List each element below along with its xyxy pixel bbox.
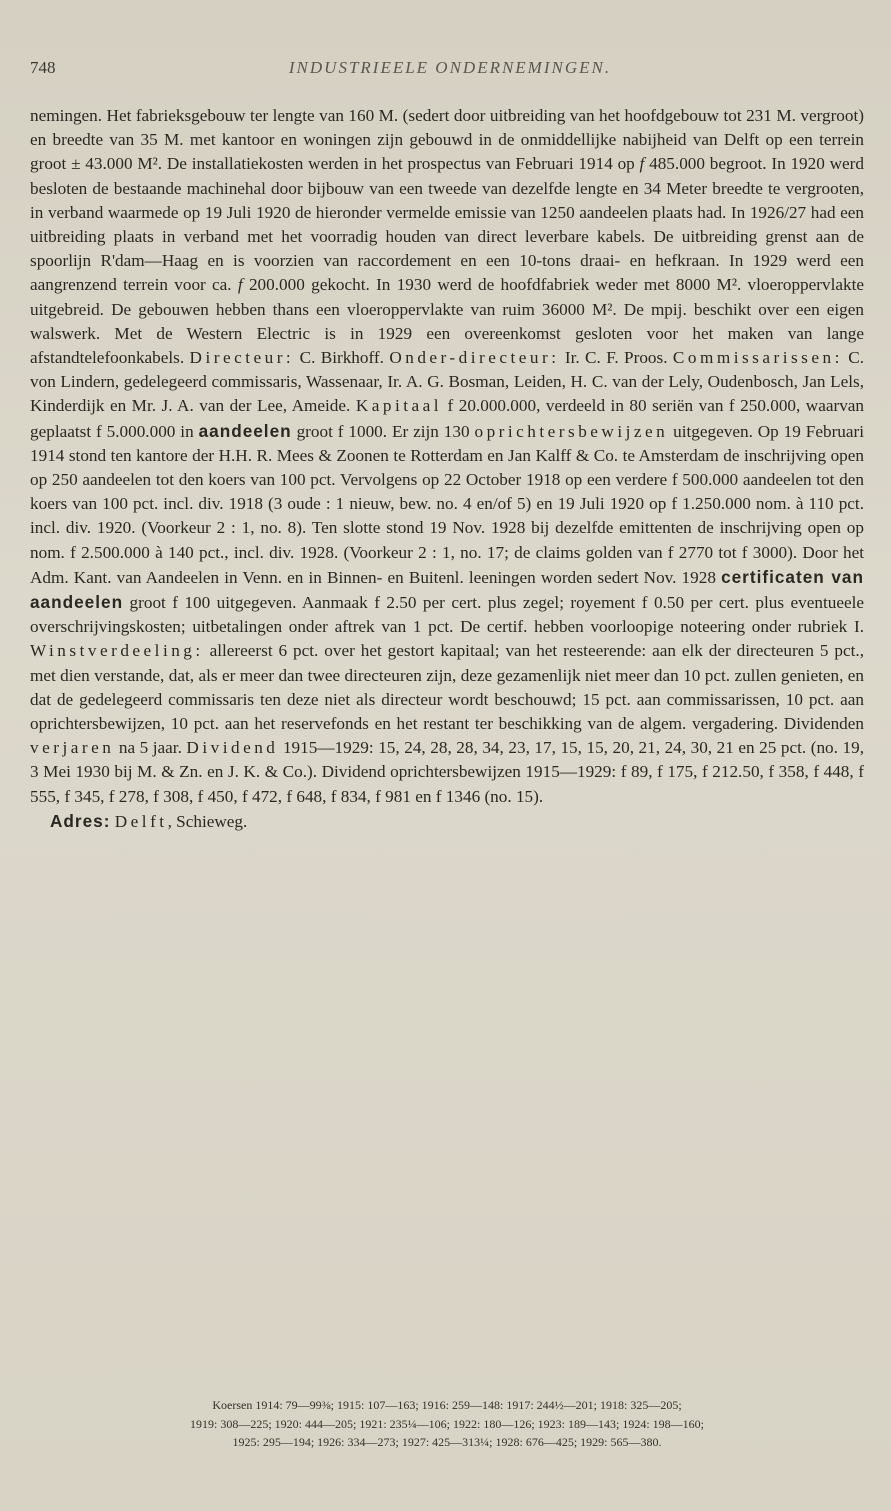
adres-city: Delft [114,811,168,831]
text-run: na 5 jaar. [114,738,187,758]
text-run: allereerst 6 pct. over het gestort kapitaal; van het resteerende: aan elk der directeuren 5 pct., met dien verstande, dat, als er meer dan twee directeuren zijn, deze gezamenlijk niet meer dan 10 pct. zullen genieten, en dat de gedelegeerd commissaris ten deze niet als directeur wordt beschouwd; 15 pct. aan commissarissen, 10 pct. aan oprichtersbewijzen, 10 pct. aan het reservefonds en het restant ter beschikking van de algem. vergadering. Dividenden [30,641,864,734]
kapitaal-label: Kapitaal [355,396,443,416]
aandeelen-heading: aandeelen [198,420,292,441]
florin-sign: f [237,275,243,295]
koersen-line: 1919: 308—225; 1920: 444—205; 1921: 235¼—106; 1922: 180—126; 1923: 189—143; 1924: 198—160; [189,1416,704,1431]
directeur-label: Directeur: [189,348,295,368]
winstverdeeling-label: Winstverdeeling: [30,641,204,661]
verjaren-label: verjaren [30,738,115,758]
text-run: groot f 100 uitgegeven. Aanmaak f 2.50 per cert. plus zegel; royement f 0.50 per cert. plus eventueele overschrijvingskosten; uitbetalingen onder aftrek van 1 pct. De certif. hebben voorloopige noteering onder rubriek I. [30,593,864,637]
onder-directeur-label: Onder-directeur: [389,348,560,368]
text-run: 1915—1929: 15, 24, 28, 28, 34, 23, 17, 15, 15, 20, 21, 24, 30, 21 en 25 pct. (no. 19, 3 Mei 1930 bij M. & Zn. en J. K. & Co.). Dividend oprichtersbewijzen 1915—1929: f 89, f 175, f 212.50, f 358, f 448, f 555, f 345, f 278, f 308, f 450, f 472, f 648, f 834, f 981 en f 1346 (no. 15). [30,738,864,806]
commissarissen-label: Commissarissen: [672,348,843,368]
adres-street: , Schieweg. [167,811,248,831]
adres-label: Adres: [50,810,111,831]
text-run: C. von Lindern, gedelegeerd commissaris, Wassenaar, Ir. A. G. Bosman, Leiden, H. C. van der Lely, Oudenbosch, Jan Lels, Kinderdijk en Mr. J. A. van der Lee, Ameide. [30,348,865,416]
main-paragraph [30,104,864,809]
running-title: INDUSTRIEELE ONDERNEMINGEN. [288,58,612,77]
dividend-label: Dividend [186,738,279,758]
page-header [30,58,870,88]
article-body [30,104,864,834]
florin-sign: f [639,154,645,174]
text-run: Ir. C. F. Proos. [559,348,673,368]
text-run: groot f 1000. Er zijn 130 [291,421,475,441]
koersen-line: 1925: 295—194; 1926: 334—273; 1927: 425—313¼; 1928: 676—425; 1929: 565—380. [232,1435,662,1449]
oprichtersbewijzen-label: oprichtersbewijzen [474,421,669,441]
text-run: f 20.000.000, verdeeld in 80 seriën van f 250.000, waarvan geplaatst f 5.000.000 in [30,396,865,441]
text-run: C. Birkhoff. [294,348,390,368]
text-run: 485.000 begroot. In 1920 werd besloten de bestaande machinehal door bijbouw van een tweede van dezelfde lengte en 34 Meter breedte te vergrooten, in verband waarmede op 19 Juli 1920 de hieronder vermelde emissie van 1250 aandeelen plaats had. In 1926/27 had een uitbreiding plaats in verband met het voorradig houden van direct leverbare kabels. De uitbreiding grenst aan de spoorlijn R'dam—Haag en is voorzien van raccordement en een 10-tons draai- en hefkraan. In 1929 werd een aangrenzend terrein voor ca. [30,154,864,295]
address-line [50,809,864,834]
koersen-block [30,1396,864,1452]
certificaten-heading: certificaten van aandeelen [30,566,864,613]
text-run: 200.000 gekocht. In 1930 werd de hoofdfabriek weder met 8000 M². vloeroppervlakte uitgebreid. De gebouwen hebben thans een vloeroppervlakte van ruim 36000 M². De mpij. beschikt over een eigen walswerk. Met de Western Electric is in 1929 een overeenkomst gesloten voor het maken van lange afstandtelefoonkabels. [30,275,864,368]
page-number: 748 [30,58,56,77]
text-run: uitgegeven. Op 19 Februari 1914 stond ten kantore der H.H. R. Mees & Zoonen te Rotterdam en Jan Kalff & Co. te Amsterdam de inschrijving open op 250 aandeelen tot den koers van 100 pct. Vervolgens op 22 October 1918 op een verdere f 500.000 aandeelen tot den koers van 100 pct. incl. div. 1918 (3 oude : 1 nieuw, bew. no. 4 en/of 5) en 19 Juli 1920 op f 1.250.000 nom. à 110 pct. incl. div. 1920. (Voorkeur 2 : 1, no. 8). Ten slotte stond 19 Nov. 1928 bij dezelfde emittenten de inschrijving open op nom. f 2.500.000 à 140 pct., incl. div. 1928. (Voorkeur 2 : 1, no. 17; de claims golden van f 2770 tot f 3000). Door het Adm. Kant. van Aandeelen in Venn. en in Binnen- en Buitenl. leeningen worden sedert Nov. 1928 [30,421,865,587]
text-run: nemingen. Het fabrieksgebouw ter lengte van 160 M. (sedert door uitbreiding van het hoofdgebouw tot 231 M. vergroot) en breedte van 35 M. met kantoor en woningen zijn gebouwd in de onmiddellijke nabijheid van Delft op een terrein groot ± 43.000 M². De installatiekosten werden in het prospectus van Februari 1914 op [30,106,864,174]
koersen-line: Koersen 1914: 79—99⅜; 1915: 107—163; 1916: 259—148: 1917: 244½—201; 1918: 325—205; [212,1398,682,1412]
